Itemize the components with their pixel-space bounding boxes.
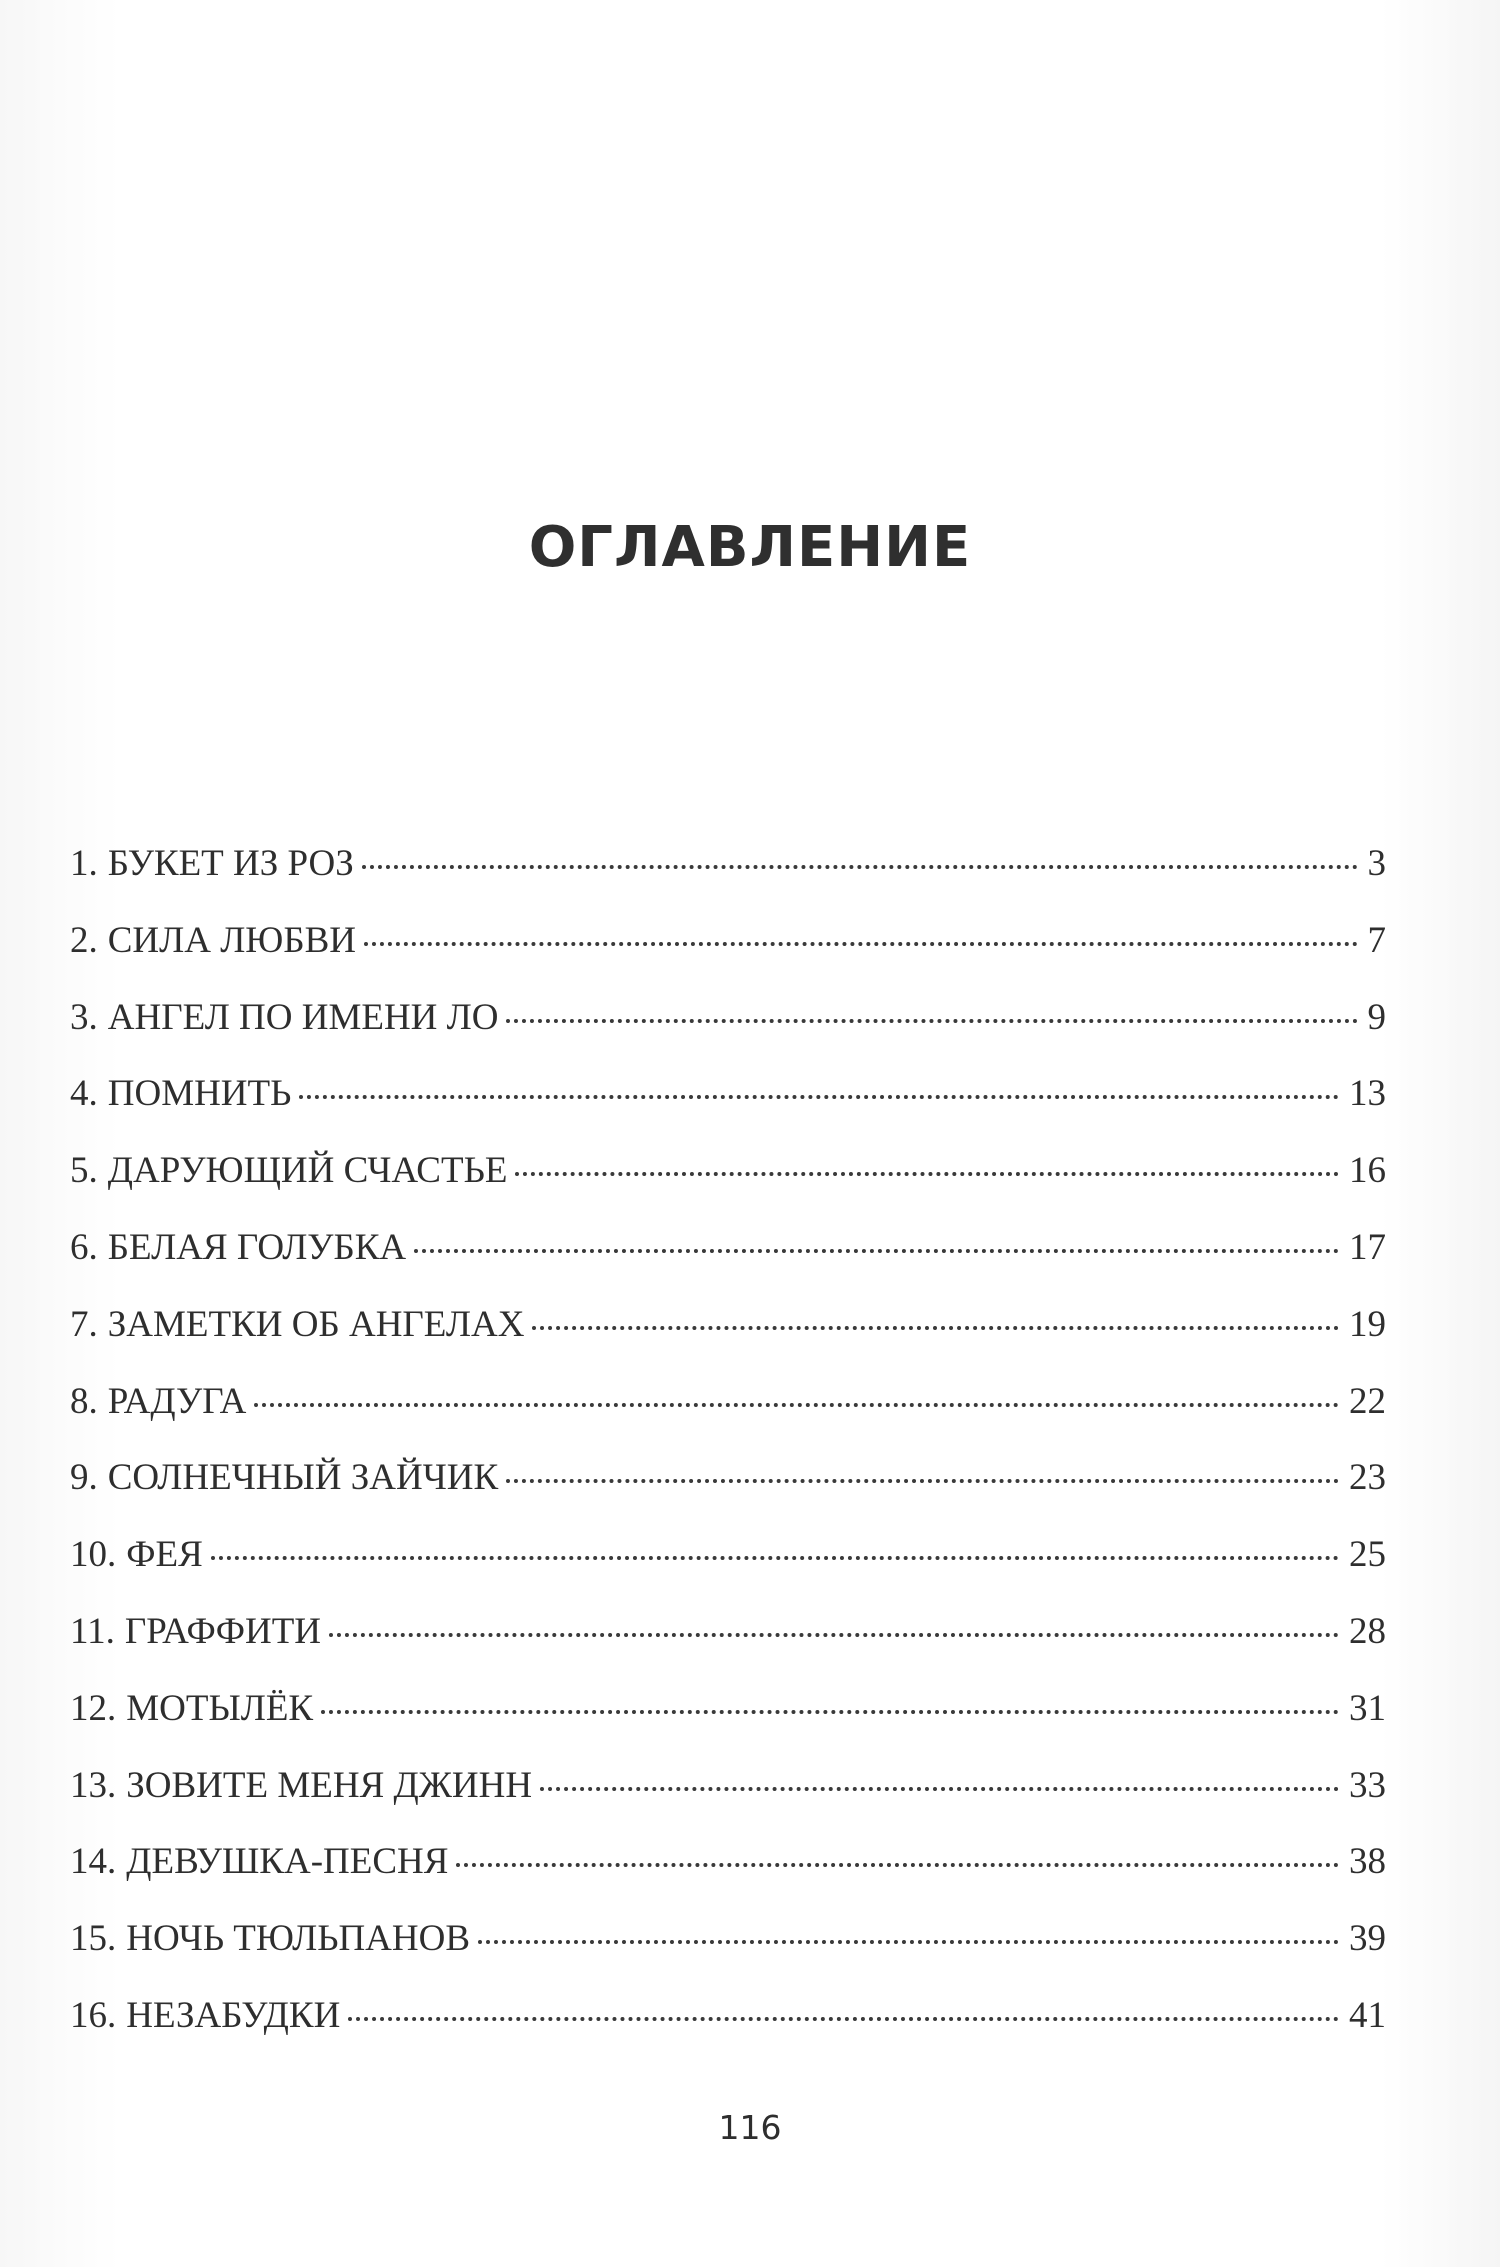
toc-entry [70,1840,1386,1917]
toc-entry-title: БЕЛАЯ ГОЛУБКА [107,1226,407,1268]
toc-dot-leader [506,1479,1339,1483]
toc-entry-page: 38 [1349,1841,1386,1883]
toc-entry-number: 10. [70,1534,117,1576]
toc-entry [70,1226,1386,1303]
toc-entry-page: 39 [1349,1918,1386,1960]
toc-entry-page: 16 [1349,1150,1386,1192]
toc-entry-page: 31 [1349,1687,1386,1729]
toc-entry-number: 8. [70,1380,98,1422]
toc-dot-leader [478,1940,1339,1944]
toc-dot-leader [506,1019,1357,1023]
toc-entry [70,919,1386,996]
toc-entry-page: 17 [1349,1226,1386,1268]
toc-entry-title: ГРАФФИТИ [124,1610,322,1652]
toc-entry-page: 23 [1349,1457,1386,1499]
toc-entry [70,996,1386,1073]
toc-entry [70,1456,1386,1533]
toc-entry-title: ПОМНИТЬ [107,1073,292,1115]
toc-entry [70,842,1386,919]
toc-entry-number: 9. [70,1457,98,1499]
toc-entry-number: 16. [70,1994,117,2036]
toc-entry-number: 14. [70,1841,117,1883]
toc-dot-leader [254,1403,1339,1407]
toc-dot-leader [211,1556,1339,1560]
toc-dot-leader [329,1633,1339,1637]
toc-entry-page: 19 [1349,1303,1386,1345]
toc-entry-title: БУКЕТ ИЗ РОЗ [107,843,354,884]
toc-entry-title: ЗОВИТЕ МЕНЯ ДЖИНН [126,1764,533,1806]
toc-entry-title: ДАРУЮЩИЙ СЧАСТЬЕ [107,1150,508,1192]
toc-dot-leader [456,1863,1339,1867]
toc-entry-number: 11. [70,1610,115,1652]
toc-entry-page: 13 [1349,1073,1386,1115]
toc-dot-leader [532,1326,1339,1330]
toc-entry [70,1917,1386,1994]
table-of-contents [70,842,1386,2071]
toc-entry-number: 3. [70,996,98,1038]
toc-dot-leader [515,1172,1339,1176]
toc-entry [70,1303,1386,1380]
toc-entry-title: НОЧЬ ТЮЛЬПАНОВ [126,1918,470,1960]
toc-dot-leader [414,1249,1339,1253]
toc-entry-page: 9 [1367,996,1386,1038]
toc-dot-leader [299,1095,1339,1099]
page-title: ОГЛАВЛЕНИЕ [528,515,972,580]
toc-entry-title: ЗАМЕТКИ ОБ АНГЕЛАХ [107,1303,525,1345]
page-number: 116 [718,2108,782,2147]
toc-entry-title: РАДУГА [107,1380,247,1422]
toc-entry-page: 3 [1367,843,1386,884]
toc-entry-number: 1. [70,843,98,884]
toc-entry-title: ФЕЯ [126,1534,203,1576]
toc-entry-page: 25 [1349,1534,1386,1576]
toc-entry-page: 22 [1349,1380,1386,1422]
toc-entry-number: 6. [70,1226,98,1268]
toc-entry [70,1380,1386,1457]
toc-dot-leader [364,942,1358,946]
toc-entry [70,1533,1386,1610]
toc-entry-page: 7 [1367,919,1386,961]
toc-entry-number: 7. [70,1303,98,1345]
toc-entry-title: МОТЫЛЁК [126,1687,314,1729]
toc-entry-title: НЕЗАБУДКИ [126,1994,341,2036]
toc-dot-leader [362,865,1358,869]
toc-entry-page: 33 [1349,1764,1386,1806]
toc-dot-leader [321,1710,1339,1714]
toc-entry-number: 15. [70,1918,117,1960]
toc-entry-number: 4. [70,1073,98,1115]
toc-entry [70,1610,1386,1687]
toc-entry-number: 13. [70,1764,117,1806]
toc-entry-number: 12. [70,1687,117,1729]
toc-entry [70,1764,1386,1841]
toc-entry-number: 2. [70,919,98,961]
toc-dot-leader [540,1787,1339,1791]
toc-entry-page: 41 [1349,1994,1386,2036]
toc-dot-leader [348,2017,1339,2021]
toc-entry-number: 5. [70,1150,98,1192]
toc-entry-title: СОЛНЕЧНЫЙ ЗАЙЧИК [107,1457,499,1499]
toc-entry-title: ДЕВУШКА-ПЕСНЯ [126,1841,449,1883]
toc-entry-title: СИЛА ЛЮБВИ [107,919,356,961]
toc-entry [70,1687,1386,1764]
toc-entry-page: 28 [1349,1610,1386,1652]
toc-entry [70,1072,1386,1149]
toc-entry [70,1994,1386,2071]
toc-entry-title: АНГЕЛ ПО ИМЕНИ ЛО [107,996,499,1038]
toc-entry [70,1149,1386,1226]
